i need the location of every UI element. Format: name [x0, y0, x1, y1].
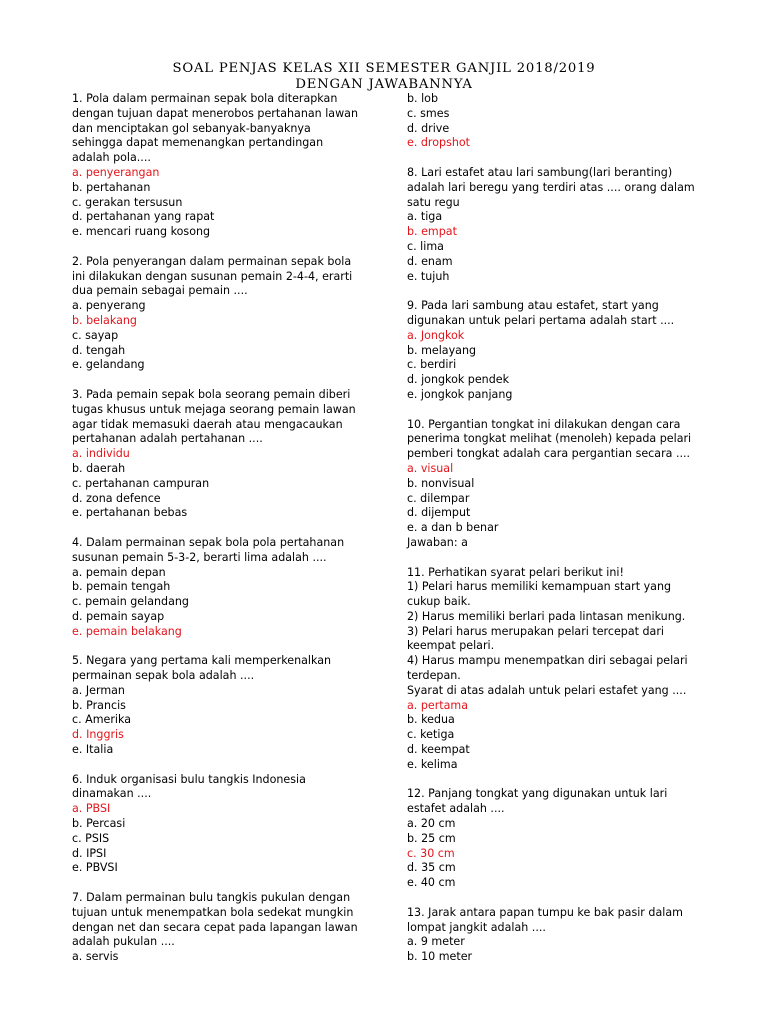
- blank-line: [72, 876, 372, 891]
- right-column: [407, 92, 707, 965]
- answer-option: a. Jongkok: [407, 328, 465, 342]
- text-line: d. keempat: [407, 743, 470, 757]
- text-line: sehingga dapat memenangkan pertandingan: [72, 136, 324, 150]
- blank-line: [407, 773, 707, 788]
- answer-option: a. individu: [72, 447, 130, 461]
- answer-option: a. penyerangan: [72, 165, 160, 179]
- text-line: satu regu: [407, 195, 460, 209]
- text-line: c. Amerika: [72, 713, 132, 727]
- text-line: pertahanan adalah pertahanan ....: [72, 432, 263, 446]
- text-line: dan menciptakan gol sebanyak-banyaknya: [72, 121, 311, 135]
- text-line: a. 9 meter: [407, 935, 465, 949]
- text-line: ini dilakukan dengan susunan pemain 2-4-4, erarti: [72, 269, 353, 283]
- text-line: b. nonvisual: [407, 476, 475, 490]
- text-line: adalah pola....: [72, 151, 151, 165]
- blank-line: [72, 373, 372, 388]
- text-line: c. smes: [407, 106, 450, 120]
- text-line: Jawaban: a: [407, 535, 468, 549]
- text-line: digunakan untuk pelari pertama adalah start ....: [407, 313, 675, 327]
- text-line: e. gelandang: [72, 358, 145, 372]
- text-line: 1. Pola dalam permainan sepak bola diterapkan: [72, 92, 338, 105]
- blank-line: [72, 639, 372, 654]
- text-line: adalah pukulan ....: [72, 935, 175, 949]
- text-line: 4) Harus mampu menempatkan diri sebagai pelari: [407, 654, 688, 668]
- text-line: e. tujuh: [407, 269, 450, 283]
- text-line: b. lob: [407, 92, 439, 105]
- blank-line: [407, 151, 707, 166]
- text-line: a. servis: [72, 950, 119, 964]
- text-line: terdepan.: [407, 669, 461, 683]
- text-line: dua pemain sebagai pemain ....: [72, 284, 248, 298]
- blank-line: [72, 521, 372, 536]
- answer-option: e. pemain belakang: [72, 624, 182, 638]
- text-line: e. Italia: [72, 743, 114, 757]
- left-column: [72, 92, 372, 965]
- text-line: a. pemain depan: [72, 565, 166, 579]
- text-line: 6. Induk organisasi bulu tangkis Indonesia: [72, 772, 306, 786]
- answer-option: e. dropshot: [407, 136, 471, 150]
- text-line: 13. Jarak antara papan tumpu ke bak pasir dalam: [407, 905, 683, 919]
- text-line: c. gerakan tersusun: [72, 195, 183, 209]
- blank-line: [407, 891, 707, 906]
- text-line: b. Percasi: [72, 817, 126, 831]
- text-line: d. IPSI: [72, 846, 107, 860]
- text-line: b. daerah: [72, 461, 126, 475]
- text-line: 9. Pada lari sambung atau estafet, start yang: [407, 299, 659, 313]
- blank-line: [72, 240, 372, 255]
- text-line: c. pemain gelandang: [72, 595, 189, 609]
- text-line: c. dilempar: [407, 491, 470, 505]
- answer-option: d. Inggris: [72, 728, 124, 742]
- text-line: e. 40 cm: [407, 876, 456, 890]
- text-line: d. zona defence: [72, 491, 161, 505]
- text-line: 2) Harus memiliki berlari pada lintasan menikung.: [407, 609, 686, 623]
- text-line: 8. Lari estafet atau lari sambung(lari beranting): [407, 165, 673, 179]
- text-line: 10. Pergantian tongkat ini dilakukan dengan cara: [407, 417, 681, 431]
- text-line: 12. Panjang tongkat yang digunakan untuk lari: [407, 787, 668, 801]
- text-line: c. lima: [407, 239, 444, 253]
- document-title: SOAL PENJAS KELAS XII SEMESTER GANJIL 2018/2019: [172, 61, 596, 76]
- answer-option: b. belakang: [72, 313, 137, 327]
- answer-option: a. PBSI: [72, 802, 111, 816]
- text-line: permainan sepak bola adalah ....: [72, 669, 255, 683]
- text-line: d. tengah: [72, 343, 126, 357]
- text-line: e. pertahanan bebas: [72, 506, 188, 520]
- text-line: c. ketiga: [407, 728, 455, 742]
- text-line: b. melayang: [407, 343, 477, 357]
- text-line: b. pertahanan: [72, 180, 151, 194]
- text-line: e. mencari ruang kosong: [72, 225, 211, 239]
- text-line: d. pertahanan yang rapat: [72, 210, 215, 224]
- text-line: 7. Dalam permainan bulu tangkis pukulan dengan: [72, 891, 351, 905]
- text-line: cukup baik.: [407, 595, 471, 609]
- text-line: b. 10 meter: [407, 950, 473, 964]
- blank-line: [407, 284, 707, 299]
- text-line: Syarat di atas adalah untuk pelari estafet yang ....: [407, 683, 687, 697]
- text-line: d. drive: [407, 121, 450, 135]
- text-line: b. kedua: [407, 713, 455, 727]
- text-line: tujuan untuk menempatkan bola sedekat mungkin: [72, 905, 354, 919]
- text-line: dinamakan ....: [72, 787, 152, 801]
- blank-line: [407, 551, 707, 566]
- text-line: c. PSIS: [72, 831, 110, 845]
- text-line: c. berdiri: [407, 358, 457, 372]
- text-line: e. kelima: [407, 757, 458, 771]
- text-line: b. 25 cm: [407, 831, 456, 845]
- text-line: d. dijemput: [407, 506, 471, 520]
- text-line: d. 35 cm: [407, 861, 456, 875]
- text-line: dengan tujuan dapat menerobos pertahanan lawan: [72, 106, 359, 120]
- text-line: 4. Dalam permainan sepak bola pola pertahanan: [72, 535, 345, 549]
- text-line: b. pemain tengah: [72, 580, 171, 594]
- text-line: 5. Negara yang pertama kali memperkenalkan: [72, 654, 332, 668]
- text-line: susunan pemain 5-3-2, berarti lima adalah ....: [72, 550, 327, 564]
- text-line: d. jongkok pendek: [407, 373, 509, 387]
- text-line: 11. Perhatikan syarat pelari berikut ini!: [407, 565, 624, 579]
- text-line: estafet adalah ....: [407, 802, 505, 816]
- text-line: keempat pelari.: [407, 639, 495, 653]
- blank-line: [72, 758, 372, 773]
- text-line: tugas khusus untuk mejaga seorang pemain lawan: [72, 402, 356, 416]
- text-line: 2. Pola penyerangan dalam permainan sepak bola: [72, 254, 352, 268]
- document-subtitle: DENGAN JAWABANNYA: [295, 77, 473, 92]
- answer-option: b. empat: [407, 225, 457, 239]
- text-line: 1) Pelari harus memiliki kemampuan start yang: [407, 580, 672, 594]
- answer-option: a. pertama: [407, 698, 469, 712]
- text-line: 3. Pada pemain sepak bola seorang pemain diberi: [72, 387, 351, 401]
- text-line: d. pemain sayap: [72, 609, 165, 623]
- text-line: lompat jangkit adalah ....: [407, 920, 546, 934]
- text-line: e. PBVSI: [72, 861, 118, 875]
- text-line: c. pertahanan campuran: [72, 476, 210, 490]
- text-line: a. 20 cm: [407, 817, 456, 831]
- text-line: e. jongkok panjang: [407, 387, 513, 401]
- text-line: d. enam: [407, 254, 453, 268]
- text-line: agar tidak memasuki daerah atau mengacaukan: [72, 417, 343, 431]
- text-line: pemberi tongkat adalah cara pergantian secara ....: [407, 447, 691, 461]
- text-line: a. penyerang: [72, 299, 146, 313]
- text-line: c. sayap: [72, 328, 119, 342]
- text-line: dengan net dan secara cepat pada lapangan lawan: [72, 920, 358, 934]
- answer-option: c. 30 cm: [407, 846, 455, 860]
- blank-line: [407, 403, 707, 418]
- text-line: e. a dan b benar: [407, 521, 499, 535]
- text-line: penerima tongkat melihat (menoleh) kepada pelari: [407, 432, 692, 446]
- text-line: adalah lari beregu yang terdiri atas .... orang dalam: [407, 180, 695, 194]
- text-line: a. Jerman: [72, 683, 125, 697]
- text-line: 3) Pelari harus merupakan pelari tercepat dari: [407, 624, 664, 638]
- answer-option: a. visual: [407, 461, 454, 475]
- text-line: a. tiga: [407, 210, 443, 224]
- text-line: b. Prancis: [72, 698, 126, 712]
